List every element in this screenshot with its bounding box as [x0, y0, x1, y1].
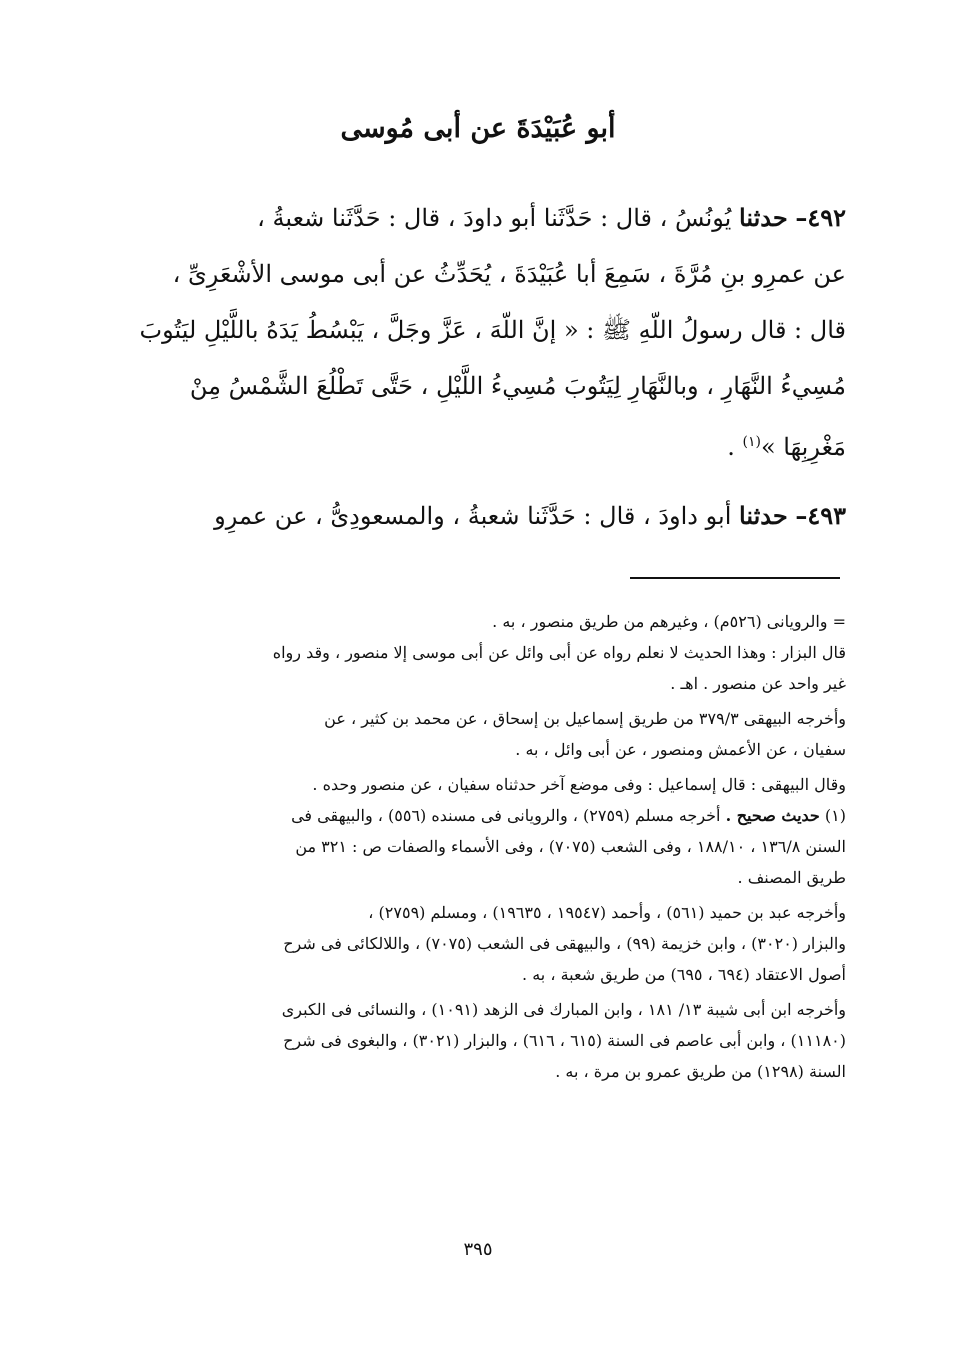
chapter-title: أبو عُبَيْدَةَ عن أبى مُوسى	[340, 113, 616, 144]
hadith-492-text: يُونُسُ ، قال : حَدَّثَنا أبو داودَ ، قال : حَدَّثَنا شعبةُ ،	[257, 204, 732, 232]
hadith-492-line-5	[128, 414, 846, 470]
note-p6-line-2: والبزار (٣٠٢٠) ، وابن خزيمة (٩٩) ، والبيهقى فى الشعب (٧٠٧٥) ، واللالكائى فى شرح	[283, 934, 846, 953]
note-p2-line-2: غير واحد عن منصور . اهـ .	[670, 674, 846, 693]
hadith-492-intro: حدثنا	[739, 203, 788, 232]
hadith-492-line-1	[128, 190, 846, 246]
main-text	[128, 190, 846, 544]
note-p4-line-1: وقال البيهقى : قال إسماعيل : وفى موضع آخر حدثناه سفيان ، عن منصور وحده .	[312, 775, 846, 794]
footnote-1-text: أخرجه مسلم (٢٧٥٩) ، والرويانى فى مسنده (٥٥٦) ، والبيهقى فى	[291, 806, 721, 825]
note-p1-line-1: = والرويانى (٥٢٦م) ، وغيرهم من طريق منصور ، به .	[492, 612, 846, 631]
footnote-separator	[630, 577, 840, 579]
footnote-1-line-1	[128, 800, 846, 831]
note-p7-line-1: وأخرجه ابن أبى شيبة ١٣/ ١٨١ ، وابن المبارك فى الزهد (١٠٩١) ، والنسائى فى الكبرى	[281, 1000, 846, 1019]
page-number: ٣٩٥	[463, 1239, 493, 1260]
hadith-492-ending: مَغْرِبِهَا »	[760, 433, 846, 461]
hadith-gap	[128, 470, 846, 488]
hadith-492-number: ٤٩٢–	[795, 203, 846, 232]
note-p7-line-3: السنة (١٢٩٨) من طريق عمرو بن مرة ، به .	[555, 1062, 846, 1081]
note-p6-line-1: وأخرجه عبد بن حميد (٥٦١) ، وأحمد (١٩٥٤٧ ، ١٩٦٣٥) ، ومسلم (٢٧٥٩) ،	[368, 903, 846, 922]
hadith-493-line-1	[128, 488, 846, 544]
footnote-1-line-3: طريق المصنف .	[737, 868, 846, 887]
note-p2-line-1: قال البزار : وهذا الحديث لا نعلم رواه عن أبى وائل عن أبى موسى إلا منصور ، وقد رواه	[272, 643, 846, 662]
footnote-1-number: (١)	[824, 806, 846, 825]
hadith-492-line-2: عن عمرِو بنِ مُرَّةَ ، سَمِعَ أبا عُبَيْدَةَ ، يُحَدِّثُ عن أبى موسى الأشْعَرِىِّ ،	[172, 260, 846, 288]
hadith-492-line-3: قال : قال رسولُ اللّهِ ﷺ : « إنَّ اللّهَ ، عَزَّ وجَلَّ ، يَبْسُطُ يَدَهُ باللَّيْلِ ليَتُوبَ	[139, 316, 846, 344]
footnote-ref-1: (١)	[742, 434, 761, 450]
footnote-1-grade: حديث صحيح .	[725, 806, 820, 825]
note-p3-line-1: وأخرجه البيهقى ٣٧٩/٣ من طريق إسماعيل بن إسحاق ، عن محمد بن كثير ، عن	[324, 709, 846, 728]
hadith-492-end-mark: .	[727, 433, 735, 461]
note-p7-line-2: (١١١٨٠) ، وابن أبى عاصم فى السنة (٦١٥ ، ٦١٦) ، والبزار (٣٠٢١) ، والبغوى فى شرح	[283, 1031, 846, 1050]
footnote-1-line-2: السنن ١٣٦/٨ ، ١٨٨/١٠ ، وفى الشعب (٧٠٧٥) ، وفى الأسماء والصفات ص : ٣٢١ من	[295, 837, 846, 856]
hadith-493-intro: حدثنا	[739, 501, 788, 530]
note-p3-line-2: سفيان ، عن الأعمش ومنصور ، عن أبى وائل ، به .	[515, 740, 846, 759]
hadith-492-line-4: مُسِيءُ النَّهَارِ ، وبالنَّهَارِ لِيَتُوبَ مُسِيءُ اللَّيْلِ ، حَتَّى تَطْلُعَ الشَّمْسُ مِنْ	[189, 372, 846, 400]
hadith-493-number: ٤٩٣–	[795, 501, 846, 530]
note-p6-line-3: أصول الاعتقاد (٦٩٤ ، ٦٩٥) من طريق شعبة ، به .	[522, 965, 846, 984]
footnotes	[128, 606, 846, 1087]
hadith-493-text: أبو داودَ ، قال : حَدَّثَنا شعبةُ ، والمسعودِىُّ ، عن عمرِو	[214, 502, 732, 530]
